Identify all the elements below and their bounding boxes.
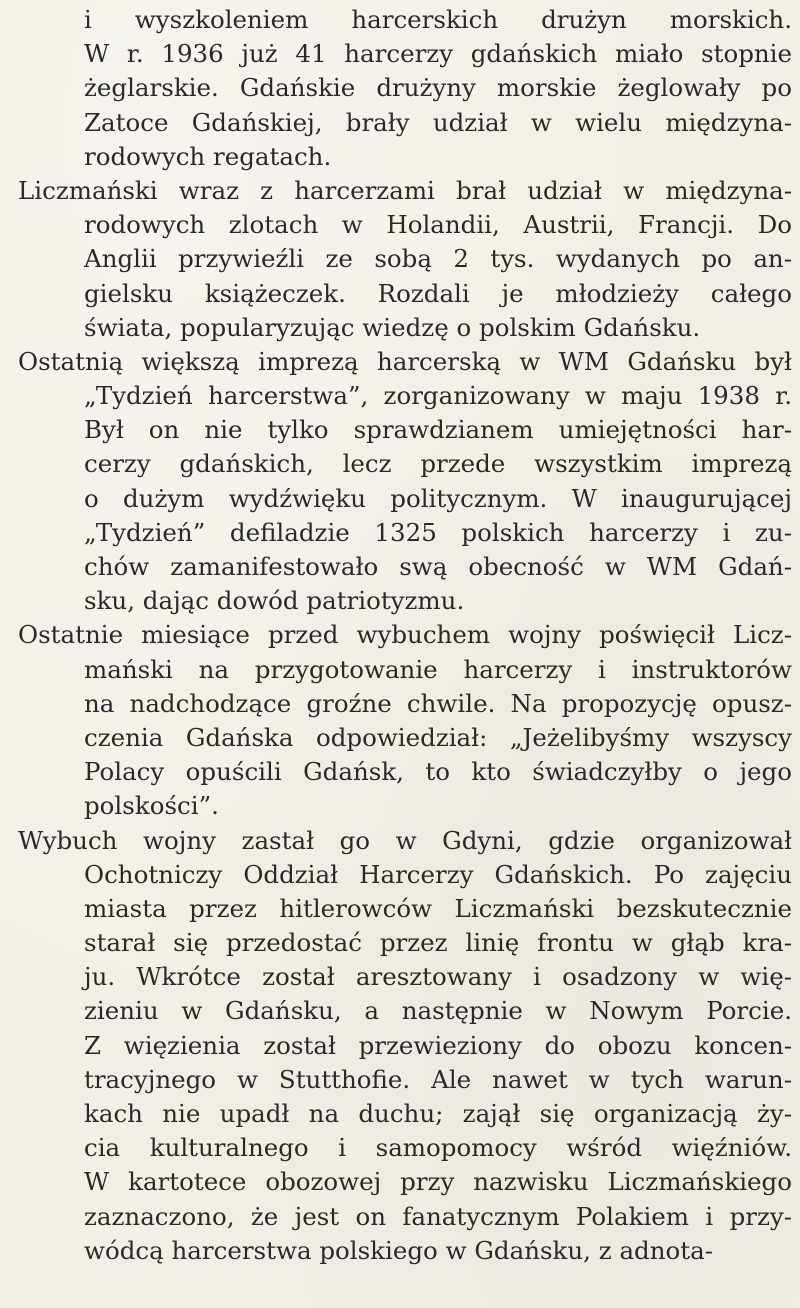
paragraph	[18, 618, 792, 823]
text-line: Anglii przywieźli ze sobą 2 tys. wydanych po an-	[84, 244, 792, 274]
text-line: Ostatnią większą imprezą harcerską w WM Gdańsku był	[18, 346, 792, 376]
text-line: czenia Gdańska odpowiedział: „Jeżelibyśmy wszyscy	[84, 722, 792, 752]
text-line: Polacy opuścili Gdańsk, to kto świadczyłby o jego	[84, 757, 792, 787]
paragraph	[18, 345, 792, 619]
text-line: tracyjnego w Stutthofie. Ale nawet w tych warun-	[84, 1064, 792, 1094]
text-line: kach nie upadł na duchu; zajął się organizacją ży-	[84, 1099, 792, 1128]
text-line: rodowych regatach.	[84, 141, 332, 171]
text-line: cia kulturalnego i samopomocy wśród więźniów.	[84, 1133, 792, 1163]
paragraph	[18, 174, 792, 345]
page-text	[18, 0, 792, 1268]
text-line: „Tydzień harcerstwa”, zorganizowany w maju 1938 r.	[84, 381, 792, 411]
text-line: polskości”.	[84, 791, 219, 821]
text-line: Ostatnie miesiące przed wybuchem wojny poświęcił Licz-	[18, 620, 792, 650]
text-line: W kartotece obozowej przy nazwisku Liczmańskiego	[84, 1167, 792, 1197]
text-line: sku, dając dowód patriotyzmu.	[84, 586, 465, 616]
text-line: Z więzienia został przewieziony do obozu koncen-	[84, 1030, 792, 1060]
text-line: ju. Wkrótce został aresztowany i osadzony w wię-	[84, 962, 792, 992]
text-line: o dużym wydźwięku politycznym. W inaugurującej	[84, 483, 792, 513]
text-line: mański na przygotowanie harcerzy i instruktorów	[84, 654, 792, 684]
text-line: zaznaczono, że jest on fanatycznym Polakiem i przy-	[84, 1201, 792, 1231]
text-line: miasta przez hitlerowców Liczmański bezskutecznie	[84, 893, 792, 923]
text-line: zieniu w Gdańsku, a następnie w Nowym Porcie.	[84, 996, 792, 1026]
text-line: Zatoce Gdańskiej, brały udział w wielu międzyna-	[84, 107, 792, 137]
text-line: Wybuch wojny zastał go w Gdyni, gdzie organizował	[18, 825, 792, 855]
text-line: Liczmański wraz z harcerzami brał udział w międzyna-	[18, 175, 792, 205]
text-line: świata, popularyzując wiedzę o polskim Gdańsku.	[84, 312, 701, 342]
text-line: rodowych zlotach w Holandii, Austrii, Francji. Do	[84, 210, 792, 240]
paragraph	[18, 3, 792, 174]
text-line: chów zamanifestowało swą obecność w WM Gdań-	[84, 552, 792, 581]
text-line: „Tydzień” defiladzie 1325 polskich harcerzy i zu-	[84, 517, 792, 547]
text-line: gielsku książeczek. Rozdali je młodzieży całego	[84, 278, 792, 308]
text-line: wódcą harcerstwa polskiego w Gdańsku, z adnota-	[84, 1235, 713, 1265]
text-line: cerzy gdańskich, lecz przede wszystkim imprezą	[84, 449, 792, 479]
text-line: Ochotniczy Oddział Harcerzy Gdańskich. Po zajęciu	[84, 859, 792, 889]
text-line: na nadchodzące groźne chwile. Na propozycję opusz-	[84, 688, 792, 718]
text-line: starał się przedostać przez linię frontu w głąb kra-	[84, 928, 792, 958]
text-line: W r. 1936 już 41 harcerzy gdańskich miało stopnie	[84, 39, 792, 69]
paragraph	[18, 824, 792, 1268]
text-line: żeglarskie. Gdańskie drużyny morskie żeglowały po	[84, 73, 792, 103]
text-line: Był on nie tylko sprawdzianem umiejętności har-	[84, 415, 792, 445]
text-line: i wyszkoleniem harcerskich drużyn morskich.	[84, 5, 792, 34]
